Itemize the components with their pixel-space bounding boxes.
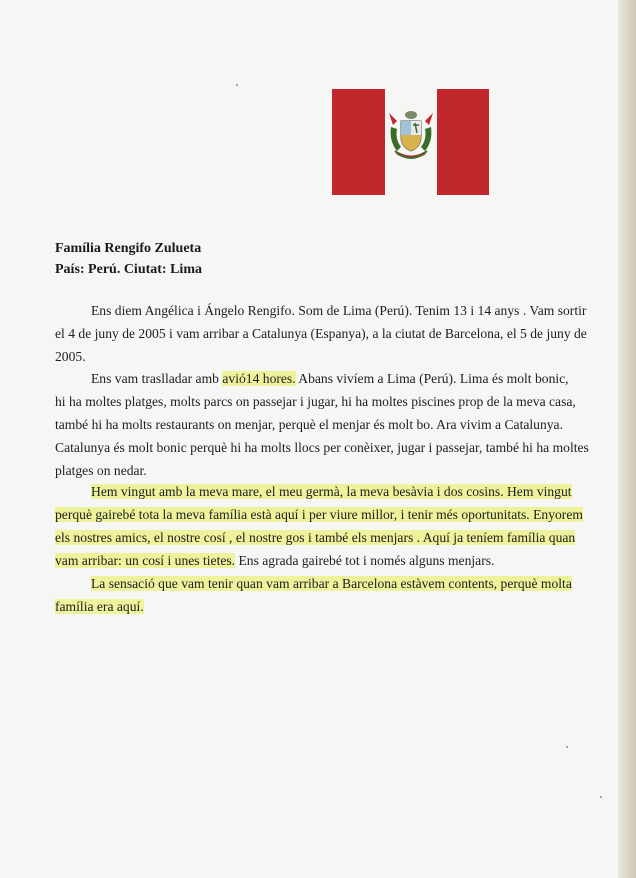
family-name-heading: Família Rengifo Zulueta [55, 241, 202, 256]
highlighted-text: La sensació que vam tenir quan vam arribar a Barcelona estàvem contents, perquè molta [91, 576, 572, 591]
text-span: Abans vivíem a Lima (Perú). Lima és molt bonic, [295, 371, 569, 386]
flag-right-band [437, 89, 489, 195]
highlighted-text: família era aquí. [55, 599, 144, 614]
highlighted-text: vam arribar: un cosí i unes tietes. [55, 553, 236, 568]
paragraph-line: platges on nedar. [55, 463, 147, 478]
highlighted-text: Hem vingut amb la meva mare, el meu germà, la meva besàvia i dos cosins. Hem vingut [91, 484, 572, 499]
text-span: Ens agrada gairebé tot i només alguns menjars. [235, 553, 495, 568]
highlighted-text: perquè gairebé tota la meva família està aquí i per viure millor, i tenir més oportunitats. Enyorem [55, 507, 583, 522]
highlighted-text: avió14 hores. [222, 371, 296, 386]
text-span: Ens vam traslladar amb [91, 371, 223, 386]
peru-flag-icon [332, 89, 489, 195]
scan-speck [236, 84, 238, 86]
paragraph-line: Ens diem Angélica i Ángelo Rengifo. Som de Lima (Perú). Tenim 13 i 14 anys . Vam sortir [91, 303, 587, 318]
flag-left-band [332, 89, 385, 195]
paragraph-line [91, 483, 572, 501]
paragraph-line [91, 370, 569, 388]
scan-speck [566, 746, 568, 748]
paragraph-line [55, 552, 563, 570]
paragraph-line: hi ha moltes platges, molts parcs on passejar i jugar, hi ha moltes piscines prop de la meva casa, [55, 394, 576, 409]
paragraph-line [91, 575, 572, 593]
page-edge [618, 0, 636, 878]
paragraph-line: 2005. [55, 349, 86, 364]
paragraph-line [55, 506, 583, 524]
country-city-heading: País: Perú. Ciutat: Lima [55, 262, 202, 277]
paragraph-line: el 4 de juny de 2005 i vam arribar a Catalunya (Espanya), a la ciutat de Barcelona, el 5 de juny de [55, 326, 587, 341]
paragraph-line: també hi ha molts restaurants on menjar, perquè el menjar és molt bo. Ara vivim a Catalunya. [55, 417, 563, 432]
paragraph-line [55, 598, 563, 616]
coat-of-arms-icon [387, 107, 435, 165]
highlighted-text: els nostres amics, el nostre cosí , el nostre gos i també els menjars . Aquí ja teníem família quan [55, 530, 576, 545]
scan-speck [600, 796, 602, 798]
paragraph-line [55, 529, 576, 547]
paragraph-line: Catalunya és molt bonic perquè hi ha molts llocs per conèixer, jugar i passejar, també hi ha moltes [55, 440, 589, 455]
